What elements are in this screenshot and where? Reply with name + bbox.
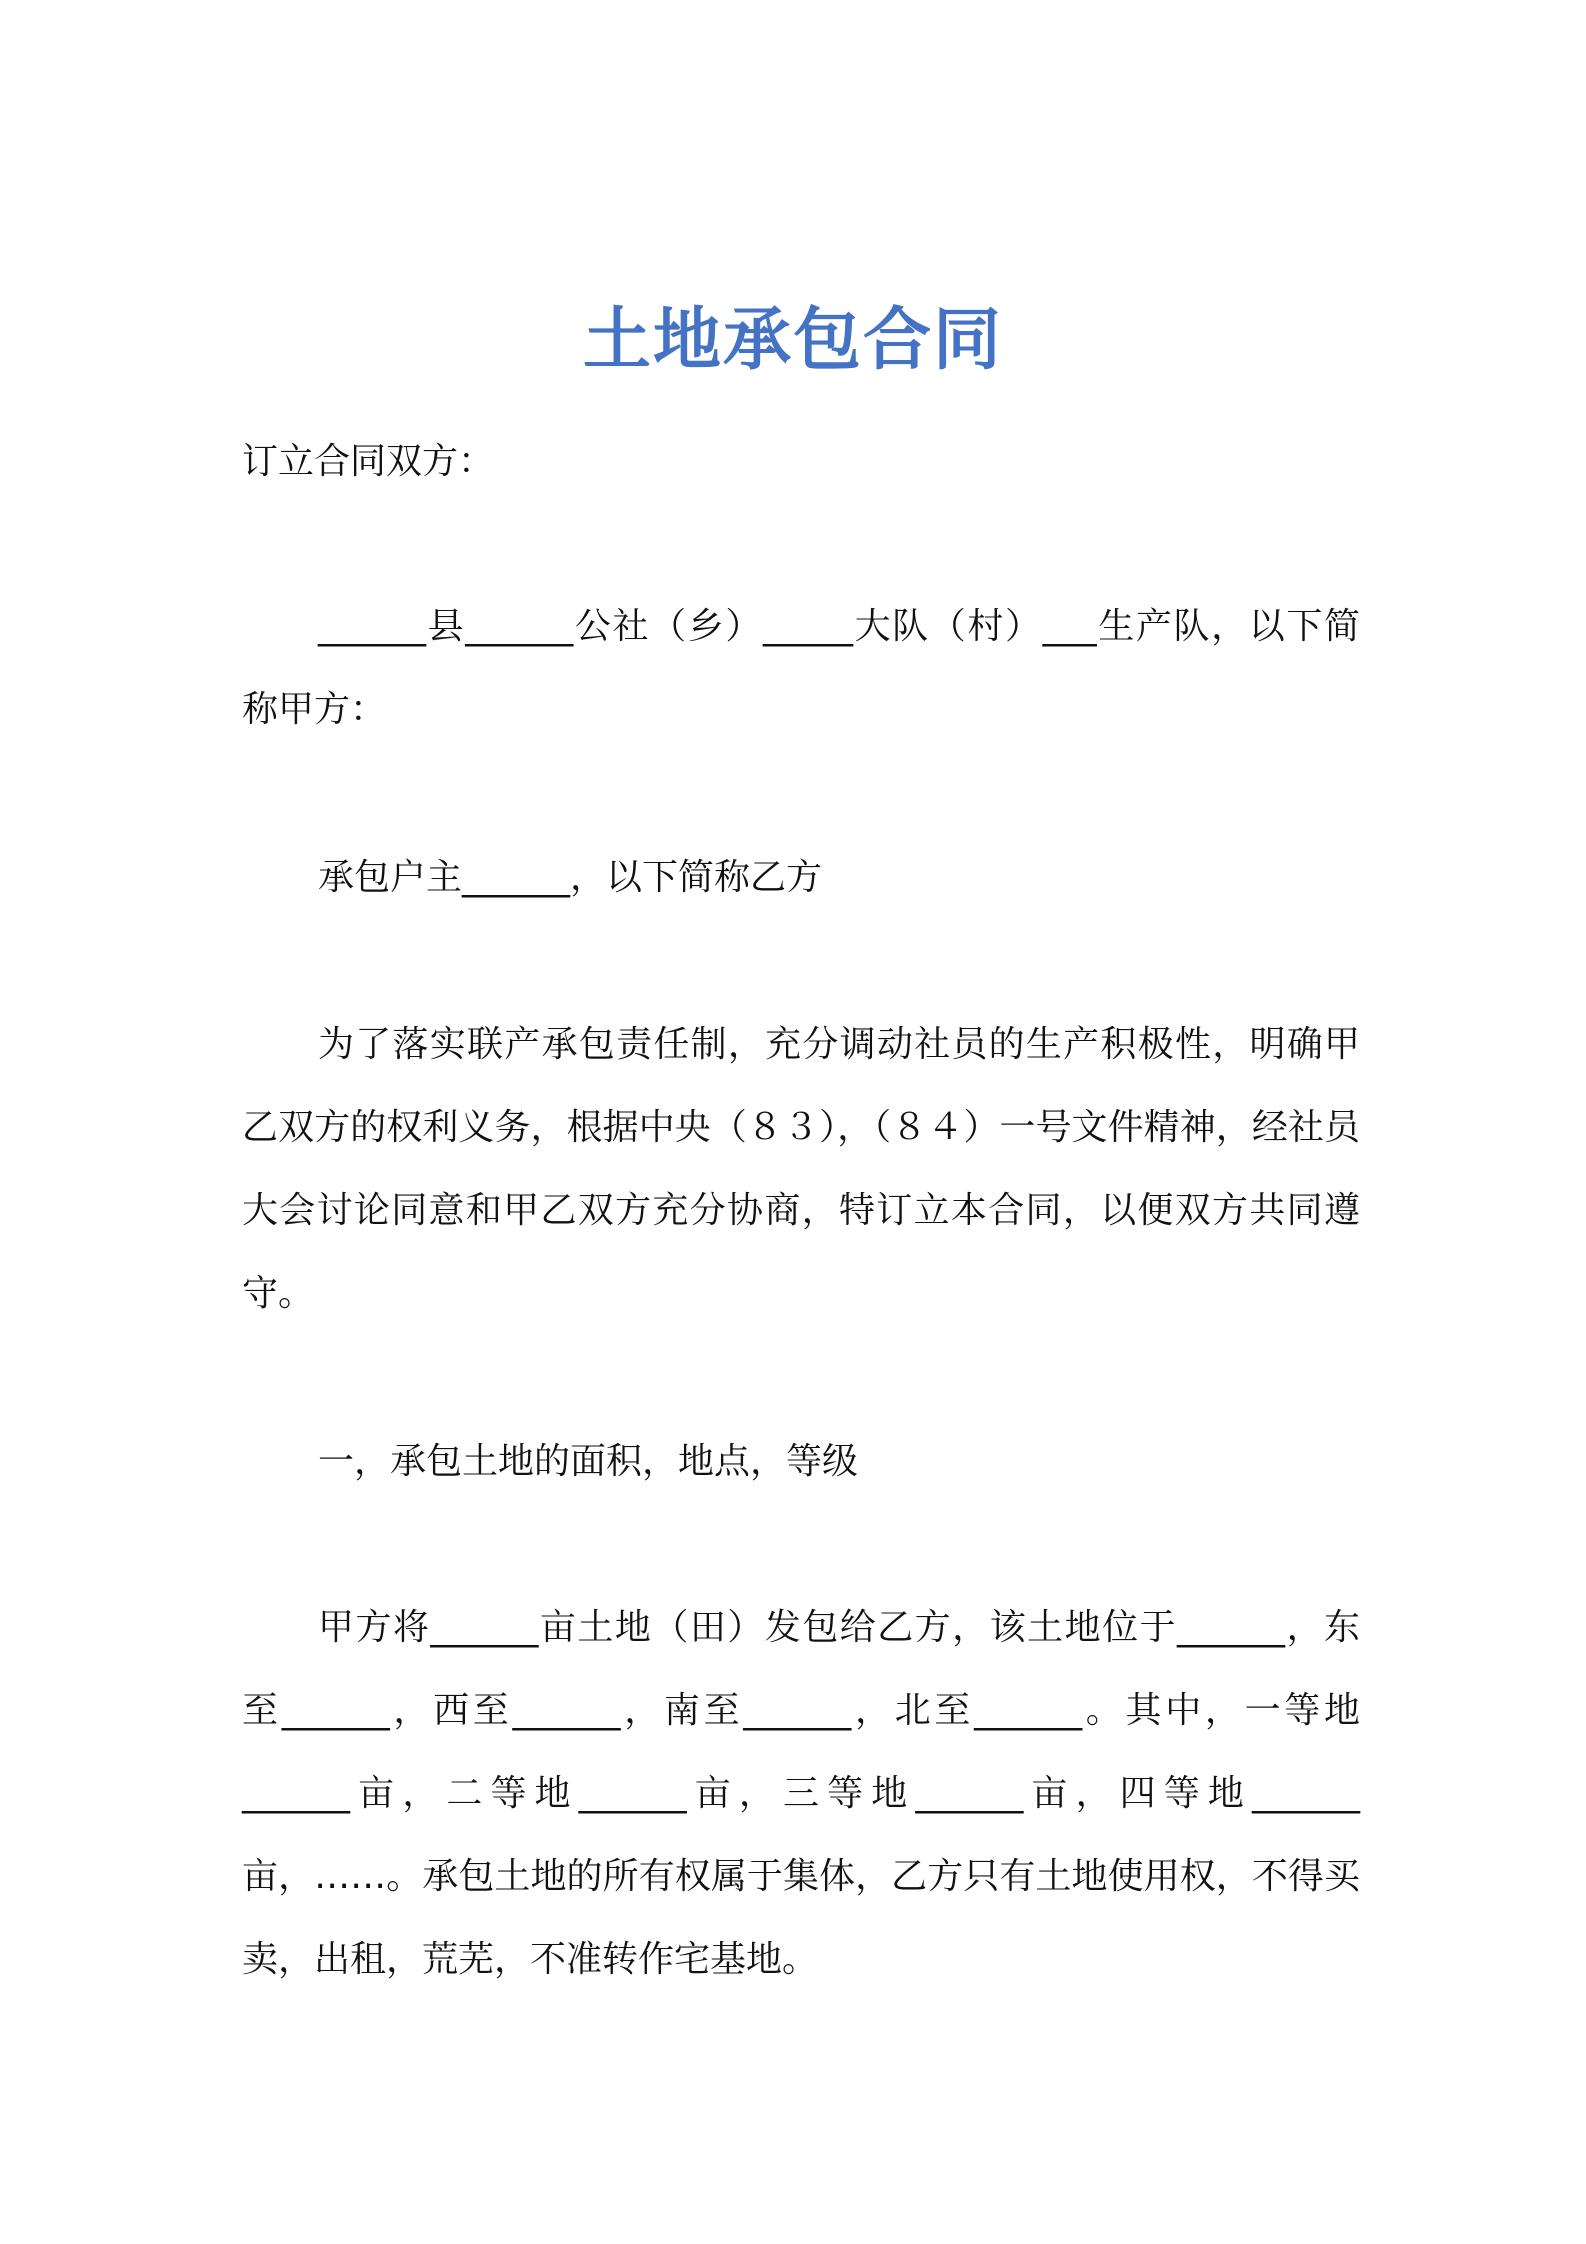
party-a-paragraph: ______县______公社（乡）_____大队（村）___生产队，以下简称甲方： — [242, 606, 1360, 730]
parties-heading: 订立合同双方： — [242, 441, 495, 482]
preamble-paragraph: 为了落实联产承包责任制，充分调动社员的生产积极性，明确甲乙双方的权利义务，根据中央（８３），（８４）一号文件精神，经社员大会讨论同意和甲乙双方充分协商，特订立本合同，以便双方共同遵守。 — [242, 1024, 1360, 1314]
section-1-body: 甲方将______亩土地（田）发包给乙方，该土地位于______，东至______，西至______，南至______，北至______。其中，一等地______亩，二等地______亩，三等地______亩，四等地______亩，……。承包土地的所有权属于集体，乙方只有土地使用权，不得买卖，出租，荒芜，不准转作宅基地。 — [242, 1607, 1360, 1980]
document-title: 土地承包合同 — [582, 300, 1003, 380]
party-b-paragraph: 承包户主______，以下简称乙方 — [318, 857, 823, 898]
section-1-heading: 一，承包土地的面积，地点，等级 — [318, 1441, 859, 1482]
